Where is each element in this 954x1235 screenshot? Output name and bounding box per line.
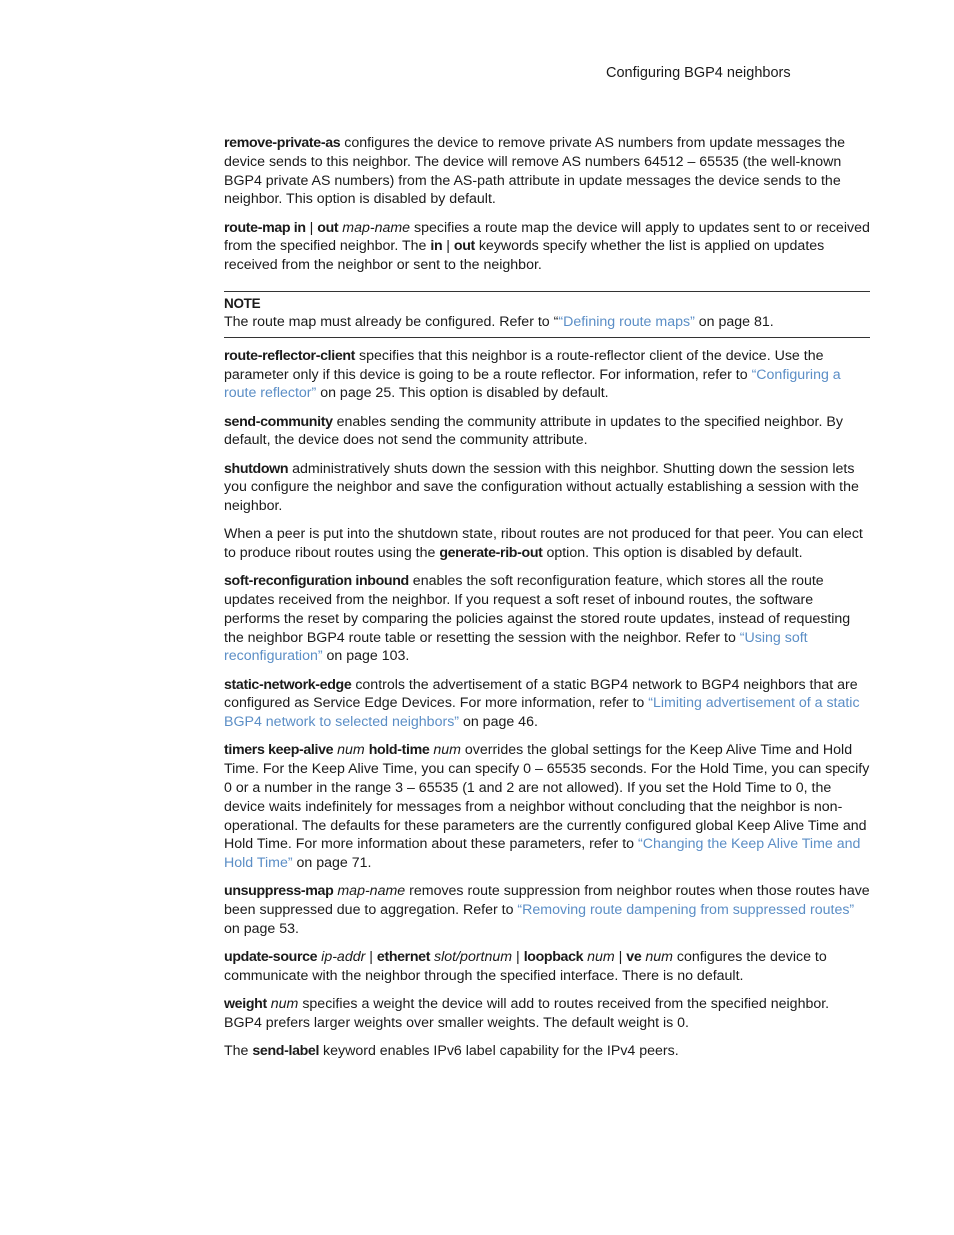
description: configures the device to remove private AS numbers from update messages the device sends to this neighbor. The device will remove AS numbers 64512 – 65535 (the well-known BGP4 private AS numbers) from the AS-path attribute in update messages the device sends to the neighbor. This option is disabled by default. — [224, 135, 845, 208]
description: specifies a route map the device will apply to updates sent to or received from the specified neighbor. The — [224, 219, 870, 255]
variable: num — [583, 949, 615, 966]
variable: map-name — [333, 883, 406, 900]
keyword: out — [453, 238, 475, 255]
link-using-soft-reconfiguration[interactable]: “Using soft reconfiguration” — [224, 629, 808, 665]
separator: | — [512, 949, 524, 966]
separator: | — [365, 949, 377, 966]
keyword: soft-reconfiguration inbound — [224, 573, 409, 590]
shutdown-ribout-paragraph — [224, 525, 870, 563]
variable: num — [641, 949, 673, 966]
keyword: remove-private-as — [224, 135, 341, 151]
description: on page 25. This option is disabled by default. — [316, 385, 609, 402]
description: enables the soft reconfiguration feature, which stores all the route updates received from the neighbor. If you request a soft reset of inbound routes, the software performs the reset by comparing the policies against the stored route updates, instead of requesting the neighbor BGP4 route table or resetting the session with the neighbor. Refer to — [224, 573, 851, 646]
keyword: route-reflector-client — [224, 347, 356, 364]
page-header: Configuring BGP4 neighbors — [606, 65, 791, 81]
param-weight — [224, 995, 870, 1033]
description: specifies a weight the device will add to routes received from the specified neighbor. BGP4 prefers larger weights over smaller weights. The default weight is 0. — [224, 996, 830, 1031]
description: option. This option is disabled by default. — [542, 545, 803, 562]
description: removes route suppression from neighbor routes when those routes have been suppressed due to aggregation. Refer to — [224, 883, 870, 919]
keyword: unsuppress-map — [224, 883, 334, 900]
link-changing-keep-alive[interactable]: “Changing the Keep Alive Time and Hold Time” — [224, 836, 861, 872]
description: on page 103. — [322, 648, 410, 665]
description: administratively shuts down the session with this neighbor. Shutting down the session lets you configure the neighbor and save the configuration without actually establishing a session with the neighbor. — [224, 460, 859, 515]
keyword: static-network-edge — [224, 676, 352, 693]
note-title: NOTE — [224, 295, 261, 311]
keyword: out — [317, 219, 339, 236]
description: configures the device to communicate with the neighbor through the specified interface. There is no default. — [224, 949, 827, 984]
description: The — [224, 1043, 253, 1060]
keyword: route-map in — [224, 219, 306, 236]
param-update-source — [224, 948, 870, 986]
note-text — [224, 313, 870, 332]
description: specifies that this neighbor is a route-reflector client of the device. Use the parameter only if this device is going to be a route reflector. For information, refer to — [224, 347, 824, 383]
param-shutdown — [224, 460, 870, 516]
variable: ip-addr — [317, 949, 366, 966]
separator: | — [442, 238, 454, 255]
description: on page 53. — [224, 921, 299, 938]
page-content — [224, 134, 870, 1070]
description: keyword enables IPv6 label capability for the IPv4 peers. — [319, 1043, 679, 1060]
keyword: loopback — [523, 949, 584, 966]
description: on page 71. — [292, 855, 372, 872]
keyword: ve — [626, 949, 642, 966]
param-static-network-edge — [224, 676, 870, 732]
variable: num — [429, 742, 461, 759]
description: When a peer is put into the shutdown state, ribout routes are not produced for that peer. You can elect to produce ribout routes using the — [224, 526, 863, 562]
variable: num — [333, 742, 369, 759]
param-remove-private-as — [224, 134, 870, 209]
separator: | — [305, 219, 318, 236]
keyword: hold-time — [368, 742, 430, 759]
separator: | — [614, 949, 627, 966]
link-defining-route-maps[interactable]: “Defining route maps” — [558, 313, 695, 330]
variable: map-name — [338, 219, 411, 236]
keyword: update-source — [224, 949, 318, 966]
variable: num — [266, 996, 299, 1013]
param-unsuppress-map — [224, 882, 870, 938]
keyword: weight — [224, 996, 267, 1013]
description: overrides the global settings for the Keep Alive Time and Hold Time. For the Keep Alive Time, you can specify 0 – 65535 seconds. For the Hold Time, you can specify 0 or a number in the range 3 – 65535 (1 and 2 are not allowed). If you set the Hold Time to 0, the device waits indefinitely for messages from a neighbor without concluding that the neighbor is non-operational. The defaults for these parameters are the currently configured global Keep Alive Time and Hold Time. For more information about these parameters, refer to — [224, 742, 870, 853]
keyword: shutdown — [224, 460, 289, 477]
keyword: send-label — [252, 1043, 320, 1060]
param-timers — [224, 741, 870, 873]
param-route-map — [224, 219, 870, 275]
variable: slot/portnum — [430, 949, 513, 966]
keyword: ethernet — [376, 949, 431, 966]
note-text-part: on page 81. — [694, 313, 774, 330]
keyword: timers keep-alive — [224, 742, 334, 759]
description: keywords specify whether the list is applied on updates received from the neighbor or sent to the neighbor. — [224, 238, 825, 274]
link-configuring-route-reflector[interactable]: “Configuring a route reflector” — [224, 366, 841, 402]
keyword: send-community — [224, 413, 333, 430]
send-label-paragraph — [224, 1042, 870, 1061]
link-removing-route-dampening[interactable]: “Removing route dampening from suppressed routes” — [517, 902, 855, 919]
param-soft-reconfiguration — [224, 572, 870, 666]
keyword: generate-rib-out — [439, 545, 543, 562]
param-send-community — [224, 413, 870, 451]
keyword: in — [430, 238, 443, 255]
description: enables sending the community attribute in updates to the specified neighbor. By default, the device does not send the community attribute. — [224, 413, 843, 449]
param-route-reflector-client — [224, 347, 870, 403]
note-box — [224, 291, 870, 338]
note-text-part: The route map must already be configured. Refer to “ — [224, 313, 559, 330]
description: on page 46. — [459, 714, 538, 731]
link-limiting-advertisement[interactable]: “Limiting advertisement of a static BGP4 network to selected neighbors” — [224, 695, 860, 731]
description: controls the advertisement of a static BGP4 network to BGP4 neighbors that are configured as Service Edge Devices. For more information, refer to — [224, 676, 858, 712]
